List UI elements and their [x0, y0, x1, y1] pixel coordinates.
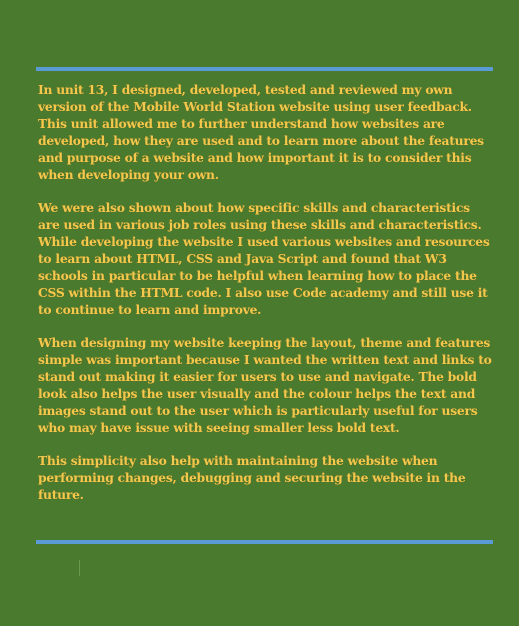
bottom-divider — [36, 540, 493, 544]
paragraph-design-simplicity: When designing my website keeping the layout, theme and features simple was important because I wanted the written text and links to stand out making it easier for users to use and navigate. The bold look also helps the user visually and the colour helps the text and images stand out to the user which is particularly useful for users who may have issue with seeing smaller less bold text. — [38, 335, 492, 435]
text-cursor-mark — [79, 560, 80, 576]
paragraph-unit-13-summary: In unit 13, I designed, developed, tested and reviewed my own version of the Mobile World Station website using user feedback. This unit allowed me to further understand how websites are developed, how they are used and to learn more about the features and purpose of a website and how important it is to consider this when developing your own. — [38, 82, 484, 182]
top-divider — [36, 67, 493, 71]
paragraph-maintenance: This simplicity also help with maintaining the website when performing changes, debugging and securing the website in the future. — [38, 453, 466, 502]
document-body — [38, 81, 494, 519]
paragraph-skills-resources: We were also shown about how specific skills and characteristics are used in various job roles using these skills and characteristics. While developing the website I used various websites and resources to learn about HTML, CSS and Java Script and found that W3 schools in particular to be helpful when learning how to place the CSS within the HTML code. I also use Code academy and still use it to continue to learn and improve. — [38, 200, 490, 317]
